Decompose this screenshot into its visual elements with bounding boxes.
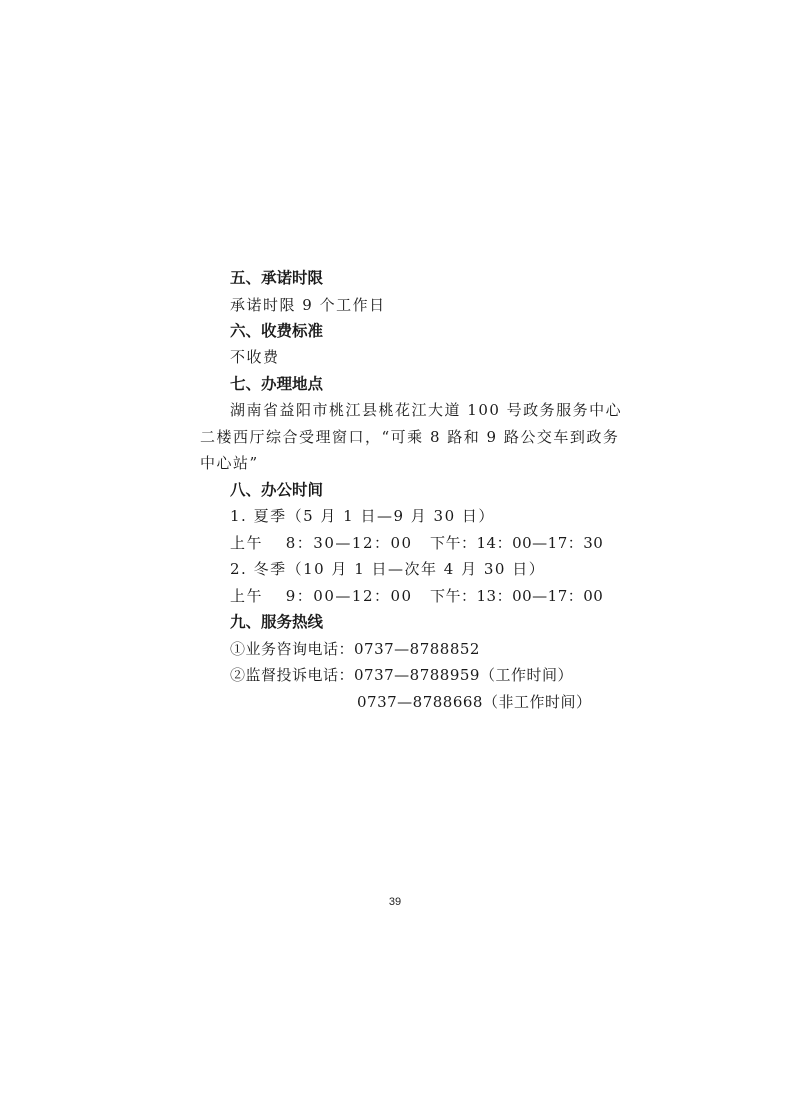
section-7-heading: 七、办理地点 <box>230 375 324 393</box>
summer-morning-hours: 上午 8：30—12：00 <box>230 534 413 552</box>
section-9-heading: 九、服务热线 <box>230 613 324 631</box>
section-5-heading: 五、承诺时限 <box>230 269 324 287</box>
page-number: 39 <box>388 896 402 908</box>
section-5-body: 承诺时限 9 个工作日 <box>230 296 386 314</box>
supervise-after-hours-phone-line: 0737—8788668（非工作时间） <box>357 693 592 711</box>
winter-afternoon-hours: 下午：13：00—17：00 <box>430 587 604 605</box>
section-7-address-line-3: 中心站” <box>200 454 259 472</box>
winter-morning-hours: 上午 9：00—12：00 <box>230 587 413 605</box>
summer-schedule-label: 1. 夏季（5 月 1 日—9 月 30 日） <box>230 507 495 525</box>
section-7-address-line-1: 湖南省益阳市桃江县桃花江大道 100 号政务服务中心 <box>230 401 623 419</box>
section-6-heading: 六、收费标准 <box>230 322 324 340</box>
summer-afternoon-hours: 下午：14：00—17：30 <box>430 534 604 552</box>
section-6-body: 不收费 <box>230 348 280 366</box>
section-8-heading: 八、办公时间 <box>230 481 324 499</box>
supervise-phone-line: ②监督投诉电话：0737—8788959（工作时间） <box>230 666 573 684</box>
consult-phone-line: ①业务咨询电话：0737—8788852 <box>230 640 480 658</box>
section-7-address-line-2: 二楼西厅综合受理窗口，“可乘 8 路和 9 路公交车到政务 <box>200 428 620 446</box>
winter-schedule-label: 2. 冬季（10 月 1 日—次年 4 月 30 日） <box>230 560 546 578</box>
